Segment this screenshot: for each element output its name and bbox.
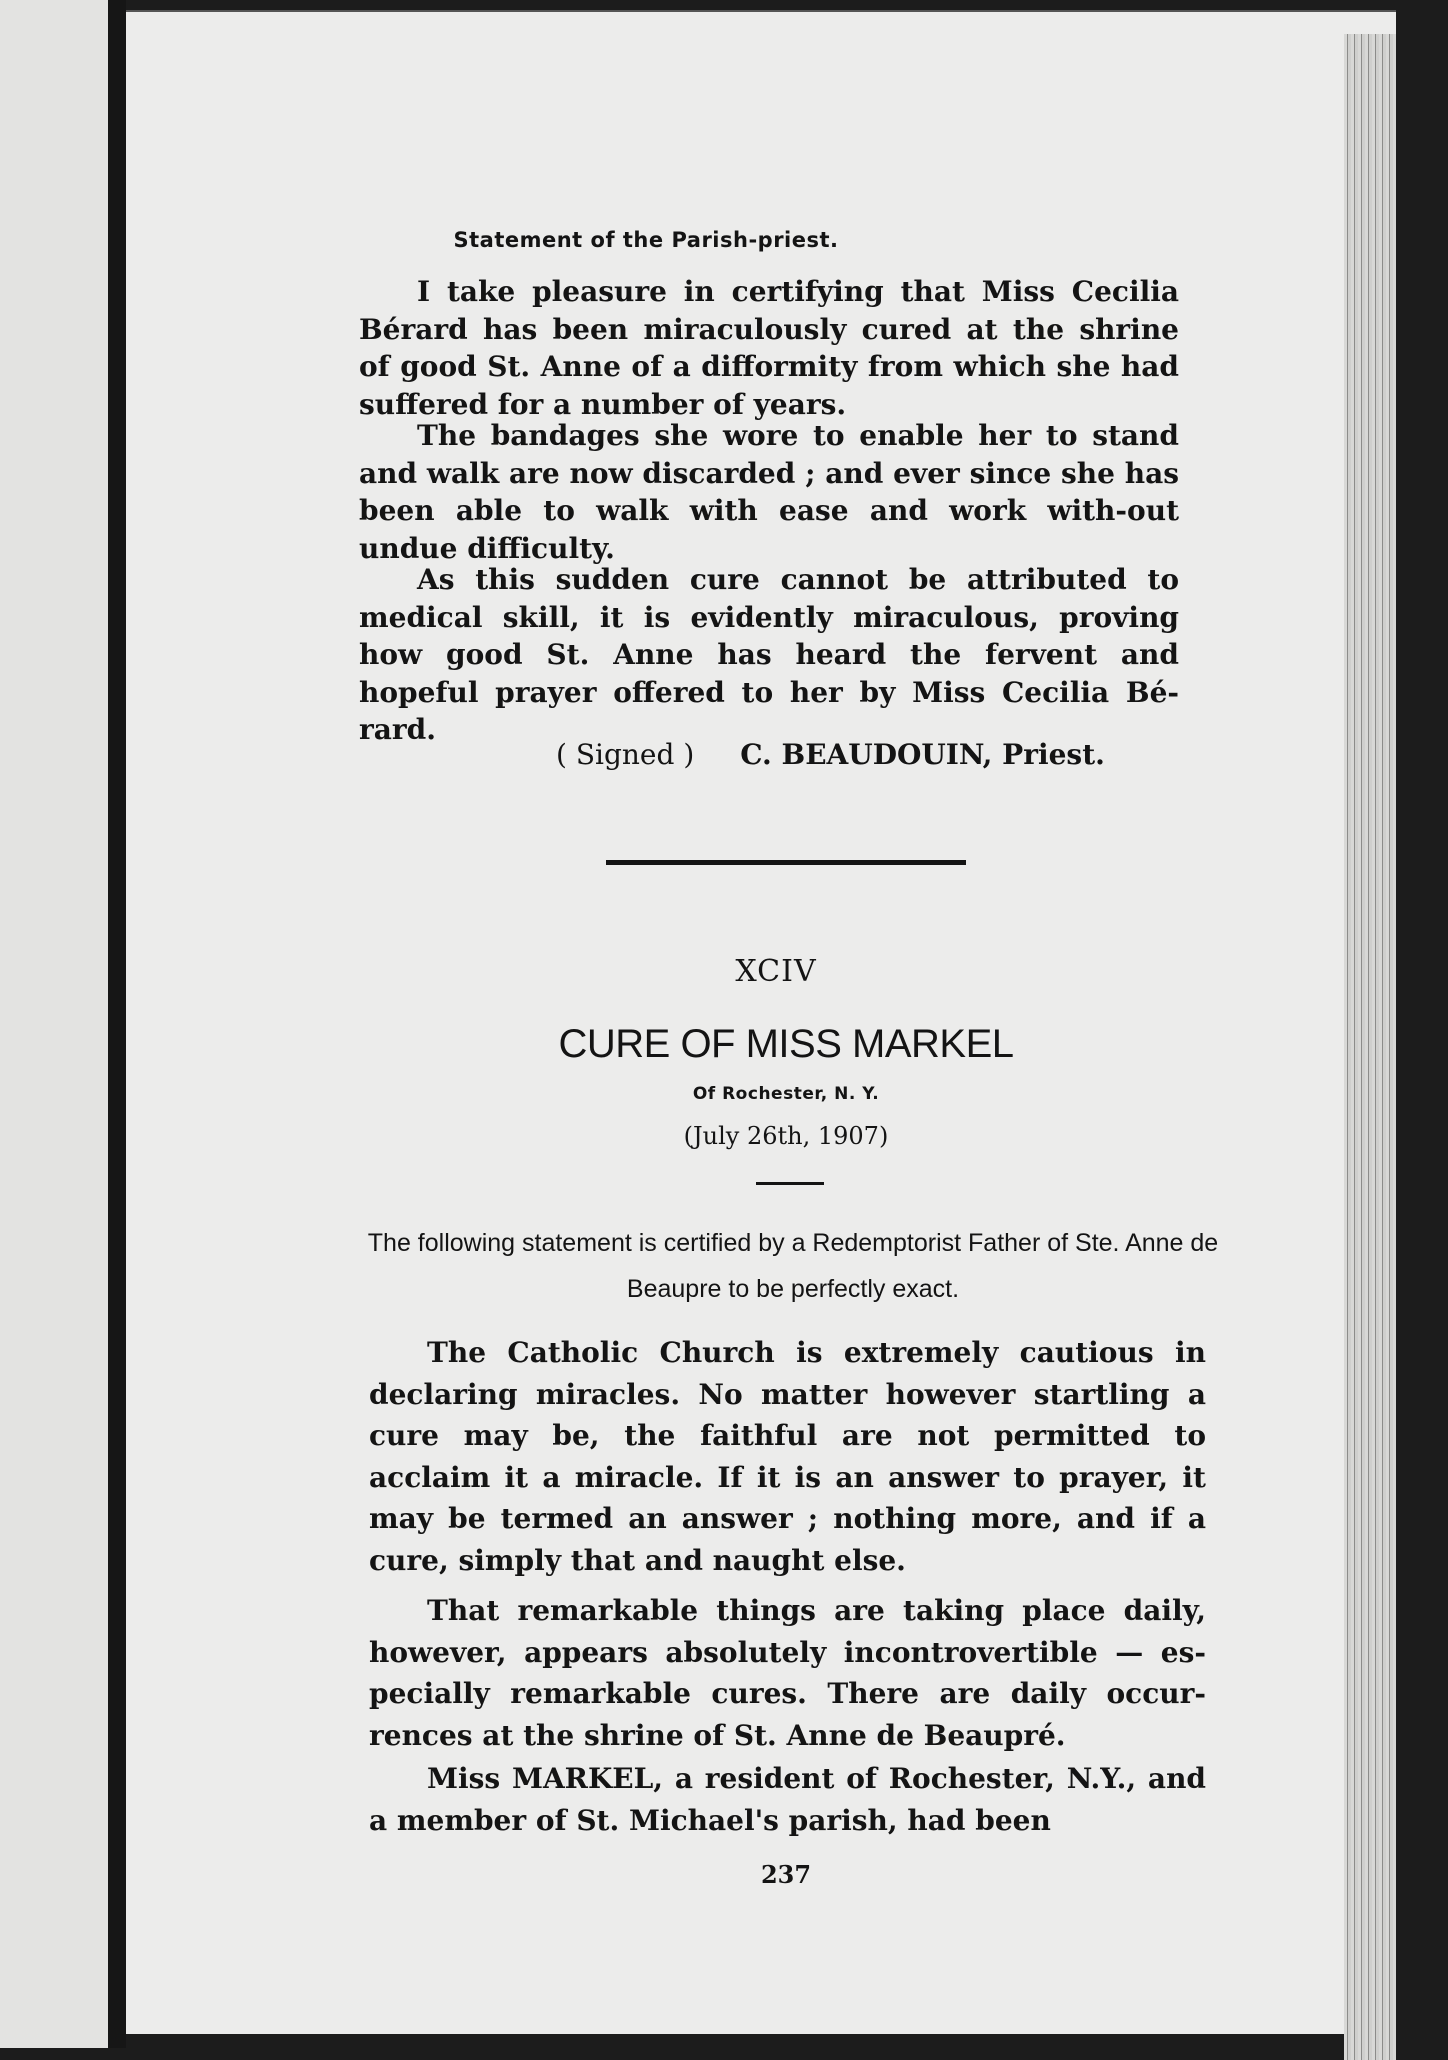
chapter-date: (July 26th, 1907) (683, 1122, 889, 1150)
signer-name: C. BEAUDOUIN, Priest. (740, 738, 1105, 771)
book-gutter (108, 0, 126, 2048)
priest-statement-paragraph-2: The bandages she wore to enable her to stand and walk are now discarded ; and ever since she has been able to walk with ease and work with-out undue difficulty. (359, 419, 1179, 565)
chapter-place: Of Rochester, N. Y. (692, 1084, 880, 1104)
chapter-number: XCIV (735, 954, 817, 989)
section-divider (606, 860, 966, 865)
signature-line (556, 737, 1196, 773)
title-divider (756, 1182, 824, 1185)
section-heading: Statement of the Parish-priest. (453, 228, 839, 252)
book-page (126, 10, 1396, 2034)
signed-label: ( Signed ) (556, 738, 695, 771)
facing-page-edge (0, 0, 108, 2048)
body-paragraph-2: That remarkable things are taking place daily, however, appears absolutely incontrovertible — es-pecially remarkable cures. There are daily occur-rences at the shrine of St. Anne de Beaupré. (369, 1594, 1206, 1752)
body-paragraph-1: The Catholic Church is extremely cautious in declaring miracles. No matter however startling a cure may be, the faithful are not permitted to acclaim it a miracle. If it is an answer to prayer, it may be termed an answer ; nothing more, and if a cure, simply that and naught else. (369, 1336, 1206, 1577)
chapter-title: CURE OF MISS MARKEL (558, 1022, 1014, 1066)
priest-statement-paragraph-3: As this sudden cure cannot be attributed to medical skill, it is evidently miraculous, proving how good St. Anne has heard the fervent and hopeful prayer offered to her by Miss Cecilia Bé-rard. (359, 563, 1179, 746)
priest-statement-paragraph-1: I take pleasure in certifying that Miss Cecilia Bérard has been miraculously cured at the shrine of good St. Anne of a difformity from which she had suffered for a number of years. (359, 275, 1179, 421)
body-paragraph-3: Miss MARKEL, a resident of Rochester, N.Y., and a member of St. Michael's parish, had been (369, 1762, 1206, 1837)
page-number: 237 (760, 1860, 812, 1889)
page-content (126, 12, 1396, 2034)
certification-note: The following statement is certified by a Redemptorist Father of Ste. Anne de Beaupre to be perfectly exact. (367, 1229, 1219, 1303)
